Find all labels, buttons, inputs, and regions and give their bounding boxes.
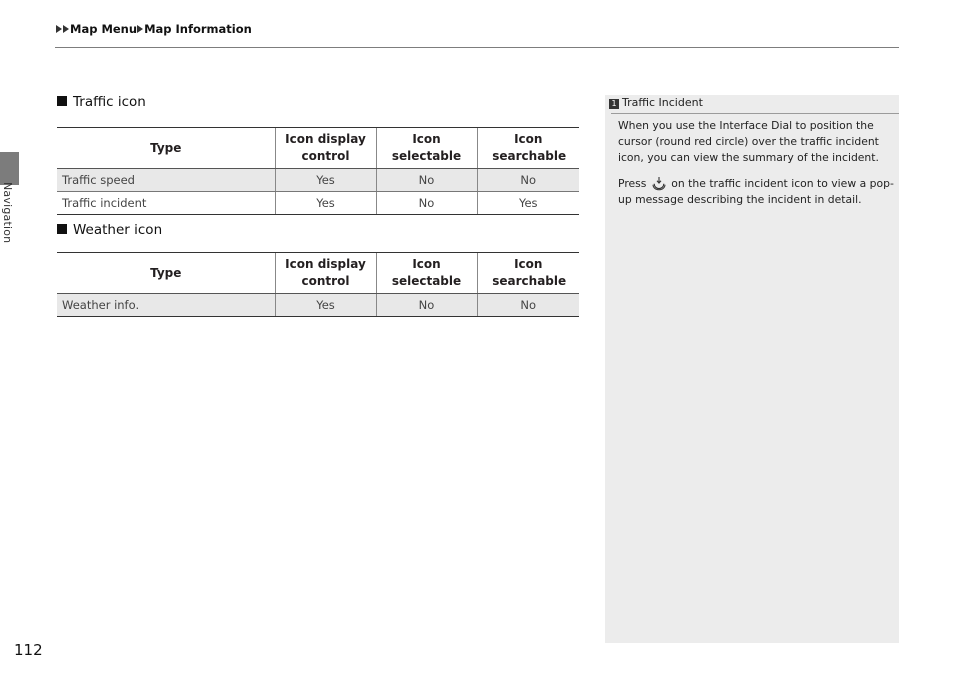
column-header-display-control: Icon display control [275, 253, 376, 294]
column-header-type: Type [57, 128, 275, 169]
table-header-row [57, 128, 579, 169]
traffic-icon-heading: Traffic icon [57, 94, 146, 110]
cell-searchable: No [477, 294, 579, 317]
table-row [57, 169, 579, 192]
cell-type: Weather info. [57, 294, 275, 317]
cell-searchable: No [477, 169, 579, 192]
cell-display-control: Yes [275, 169, 376, 192]
note-number-badge: 1 [609, 99, 619, 109]
column-header-selectable: Icon selectable [376, 128, 477, 169]
square-bullet-icon [57, 96, 67, 106]
cell-selectable: No [376, 192, 477, 215]
square-bullet-icon [57, 224, 67, 234]
breadcrumb-item-map-menu: Map Menu [70, 22, 138, 36]
arrow-icon [56, 25, 62, 33]
cell-searchable: Yes [477, 192, 579, 215]
table-row [57, 294, 579, 317]
section-tab [0, 152, 19, 185]
interface-dial-press-icon [652, 176, 666, 191]
weather-icon-table [57, 252, 579, 317]
cell-type: Traffic incident [57, 192, 275, 215]
header-divider [55, 47, 899, 48]
note-body [618, 118, 894, 218]
arrow-icon [137, 25, 143, 33]
column-header-display-control: Icon display control [275, 128, 376, 169]
cell-display-control: Yes [275, 192, 376, 215]
column-header-type: Type [57, 253, 275, 294]
note-paragraph: When you use the Interface Dial to position the cursor (round red circle) over the traffic incident icon, you can view the summary of the incident. [618, 119, 879, 164]
weather-icon-heading: Weather icon [57, 222, 162, 238]
note-paragraph: Press on the traffic incident icon to view a pop-up message describing the incident in detail. [618, 177, 894, 206]
cell-display-control: Yes [275, 294, 376, 317]
breadcrumb-item-map-information: Map Information [144, 22, 252, 36]
table-header-row [57, 253, 579, 294]
note-divider [611, 113, 899, 114]
section-label: Navigation [1, 182, 14, 244]
note-title [609, 96, 703, 109]
cell-selectable: No [376, 294, 477, 317]
column-header-selectable: Icon selectable [376, 253, 477, 294]
cell-type: Traffic speed [57, 169, 275, 192]
breadcrumb [56, 22, 252, 36]
traffic-icon-table [57, 127, 579, 215]
column-header-searchable: Icon searchable [477, 253, 579, 294]
table-row [57, 192, 579, 215]
note-title-text: Traffic Incident [622, 96, 703, 109]
column-header-searchable: Icon searchable [477, 128, 579, 169]
page-number: 112 [14, 641, 43, 659]
arrow-icon [63, 25, 69, 33]
cell-selectable: No [376, 169, 477, 192]
